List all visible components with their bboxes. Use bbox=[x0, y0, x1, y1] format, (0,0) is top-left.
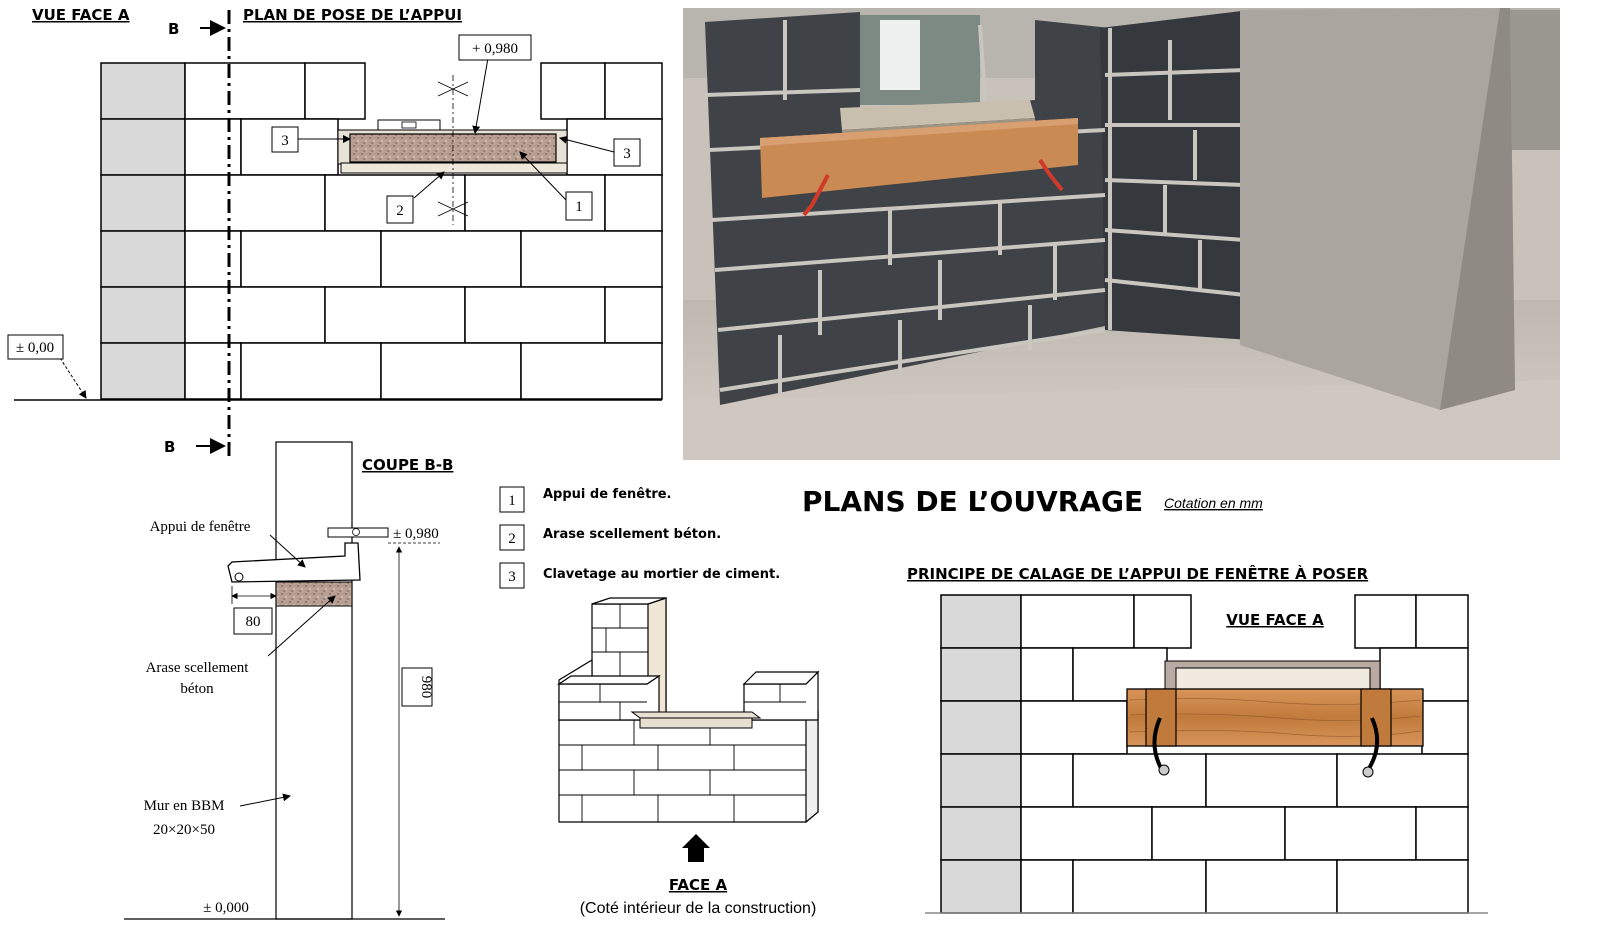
callout-2: 2 bbox=[396, 203, 404, 219]
callout-3-right: 3 bbox=[623, 146, 631, 162]
coupe-level-top: ± 0,980 bbox=[393, 526, 439, 542]
principe-vue-face-a: VUE FACE A bbox=[1226, 611, 1324, 629]
legend-text-3: Clavetage au mortier de ciment. bbox=[543, 567, 781, 582]
isometric-drawing bbox=[559, 598, 818, 862]
legend-num-1: 1 bbox=[508, 493, 516, 509]
vue-face-a-drawing bbox=[8, 10, 662, 458]
level-top-label: + 0,980 bbox=[472, 41, 518, 57]
principe-title: PRINCIPE DE CALAGE DE L’APPUI DE FENÊTRE À POSER bbox=[907, 565, 1369, 583]
coupe-mur-line1: Mur en BBM bbox=[143, 798, 225, 814]
coupe-arase-line1: Arase scellement bbox=[145, 660, 249, 676]
coupe-mur-line2: 20×20×50 bbox=[153, 822, 215, 838]
cotation-note: Cotation en mm bbox=[1164, 495, 1263, 511]
construction-photo bbox=[683, 8, 1560, 460]
iso-face-label: FACE A bbox=[668, 876, 728, 894]
coupe-appui-label: Appui de fenêtre bbox=[149, 519, 251, 535]
legend-text-2: Arase scellement béton. bbox=[543, 527, 722, 542]
coupe-arase-line2: béton bbox=[180, 681, 214, 697]
iso-face-sub: (Coté intérieur de la construction) bbox=[579, 900, 817, 917]
main-title: PLANS DE L’OUVRAGE bbox=[802, 485, 1144, 518]
vue-face-a-title: VUE FACE A bbox=[32, 6, 130, 24]
legend-num-3: 3 bbox=[508, 569, 516, 585]
principe-drawing bbox=[925, 595, 1488, 913]
coupe-dim-overhang: 80 bbox=[245, 614, 261, 630]
section-mark-top: B bbox=[168, 20, 180, 38]
level-ground-label: ± 0,00 bbox=[15, 340, 55, 356]
callout-1: 1 bbox=[575, 199, 583, 215]
section-mark-bottom: B bbox=[164, 438, 176, 456]
legend-text-1: Appui de fenêtre. bbox=[543, 487, 672, 502]
legend-num-2: 2 bbox=[508, 531, 516, 547]
plan-de-pose-title: PLAN DE POSE DE L’APPUI bbox=[243, 6, 462, 24]
coupe-title: COUPE B-B bbox=[362, 456, 454, 474]
coupe-level-bottom: ± 0,000 bbox=[203, 900, 249, 916]
coupe-height-dim: 980 bbox=[418, 675, 434, 699]
callout-3-left: 3 bbox=[281, 133, 289, 149]
coupe-bb-drawing bbox=[124, 442, 445, 919]
